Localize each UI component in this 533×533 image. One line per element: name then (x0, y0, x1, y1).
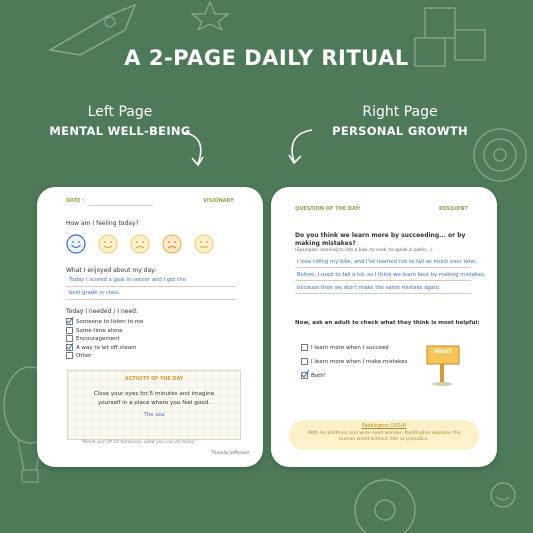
quote-text: "Never put off till tomorrow, what you can do today." (81, 440, 198, 445)
checkbox-icon[interactable] (301, 344, 308, 351)
need-label: Some time alone (76, 327, 123, 334)
date-label: DATE : (66, 198, 85, 204)
right-page-label (320, 104, 480, 138)
question-examples: (Examples: learning to ride a bike, to cook, to speak in public...) (295, 248, 433, 253)
checkbox-icon[interactable] (66, 327, 73, 334)
upset-face-icon[interactable] (163, 235, 181, 253)
need-item[interactable] (66, 335, 246, 344)
answer-rule (295, 267, 471, 268)
very-happy-face-icon[interactable] (67, 235, 85, 253)
left-journal-page (37, 187, 263, 467)
date-line (89, 205, 153, 206)
left-tag: VISIONARY (203, 198, 234, 204)
option-label: I learn more when I make mistakes (311, 359, 408, 365)
checkbox-icon[interactable] (301, 358, 308, 365)
checked-checkbox-icon[interactable] (301, 372, 308, 379)
enjoyed-answer-line2: best grade in class. (69, 290, 121, 296)
left-label-line2: MENTAL WELL-BEING (49, 124, 191, 138)
left-label-line1: Left Page (87, 104, 153, 120)
movie-title: Paddington (2014) (361, 424, 407, 429)
wheel-doodle (350, 470, 420, 533)
need-label: Someone to listen to me (76, 319, 144, 325)
growth-answer-line2: Before, I used to fall a lot, so I think we learn best by making mistakes, (297, 272, 486, 278)
page-headline: A 2-PAGE DAILY RITUAL (124, 46, 409, 70)
checked-checkbox-icon[interactable] (66, 318, 73, 325)
answer-rule (295, 293, 471, 294)
checkbox-icon[interactable] (66, 352, 73, 359)
need-item[interactable] (66, 344, 246, 353)
feeling-question: How am I feeling today? (66, 220, 139, 227)
need-item[interactable] (66, 327, 246, 336)
quote-author: Thomas Jefferson (211, 451, 250, 456)
growth-answer-line3: because then we don't make the same mistake again. (297, 285, 441, 291)
need-item[interactable] (66, 352, 246, 361)
question-label: QUESTION OF THE DAY: (295, 206, 361, 212)
activity-box (67, 370, 241, 440)
option-item[interactable] (301, 344, 421, 358)
need-label: Encouragement (76, 336, 120, 342)
checkbox-icon[interactable] (66, 335, 73, 342)
option-item[interactable] (301, 372, 421, 386)
needs-list (66, 318, 246, 361)
answer-rule (295, 280, 471, 281)
adult-prompt: Now, ask an adult to check what they think is most helpful: (295, 320, 480, 326)
enjoyed-question: What I enjoyed about my day: (66, 267, 157, 274)
sad-face-icon[interactable] (131, 235, 149, 253)
growth-answer-line1: I love riding my bike, and I've learned not to fall as much over time. (297, 259, 478, 265)
right-tag: RESILIENT (439, 206, 468, 212)
left-page-label (40, 104, 200, 138)
left-arrow-icon (178, 128, 212, 170)
checked-checkbox-icon[interactable] (66, 344, 73, 351)
feeling-faces (66, 233, 216, 257)
activity-text: Close your eyes for 5 minutes and imagine yourself in a place where you feel good. (93, 391, 215, 406)
answer-rule (66, 286, 236, 287)
option-label: I learn more when I succeed (311, 345, 389, 351)
activity-answer: The sea (143, 412, 165, 418)
right-label-line1: Right Page (362, 104, 438, 120)
activity-title: ACTIVITY OF THE DAY (124, 377, 184, 382)
happy-face-icon[interactable] (99, 235, 117, 253)
option-label: Both! (311, 373, 326, 379)
right-journal-page (271, 187, 497, 467)
right-arrow-icon (282, 126, 316, 168)
need-item[interactable] (66, 318, 246, 327)
movie-text: With his kindness and wide-eyed wonder, Paddington explores the human world without fear or prejudice. (307, 431, 461, 442)
option-item[interactable] (301, 358, 421, 372)
movie-box (289, 420, 479, 450)
need-label: A way to let off steam (76, 344, 137, 351)
smiley-doodle (488, 480, 518, 510)
neutral-face-icon[interactable] (195, 235, 213, 253)
right-label-line2: PERSONAL GROWTH (332, 124, 468, 138)
options-list (301, 344, 421, 386)
needed-question: Today I needed / I need: (66, 308, 138, 315)
enjoyed-answer-line1: Today I scored a goal in soccer and I got the (69, 277, 186, 283)
star-doodle (190, 0, 230, 30)
need-label: Other (76, 353, 92, 359)
sign-text: ADULT (434, 349, 452, 355)
daily-question: Do you think we learn more by succeeding... or by making mistakes? (295, 232, 466, 247)
answer-rule (66, 299, 236, 300)
